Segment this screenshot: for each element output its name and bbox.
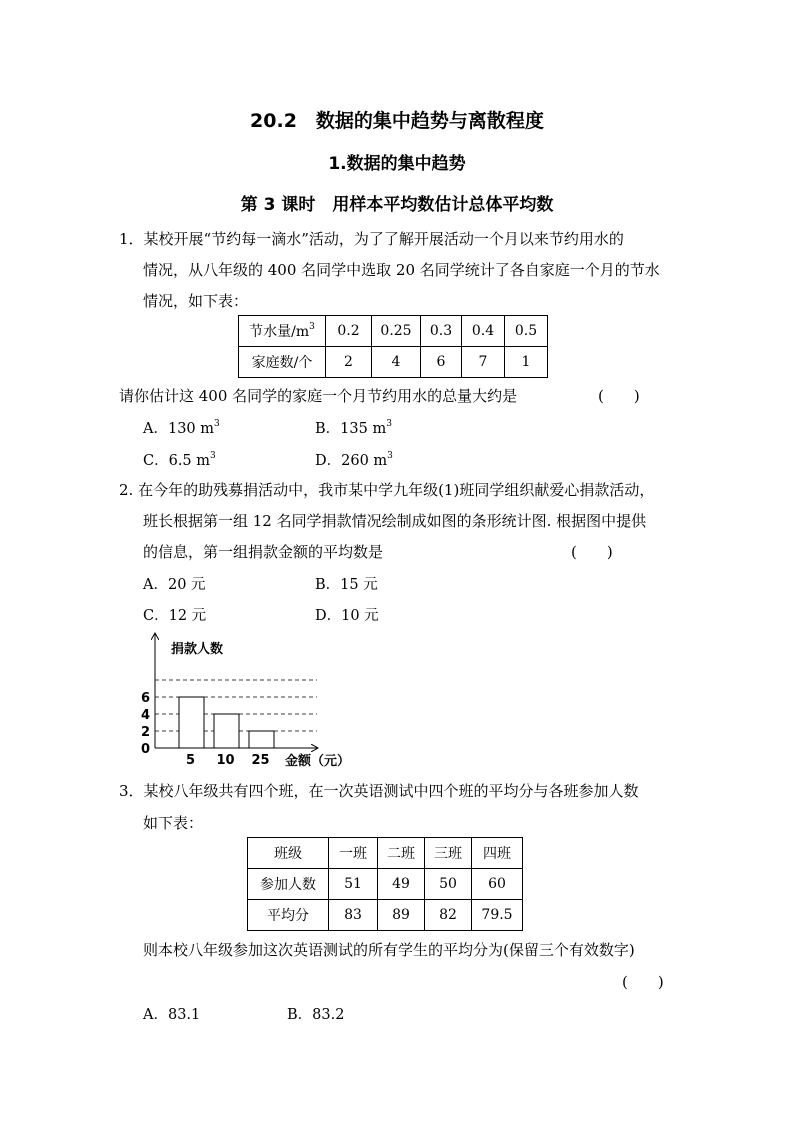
table-cell: 1 — [505, 347, 548, 378]
table-cell: 7 — [462, 347, 505, 378]
table-cell: 60 — [472, 869, 523, 900]
table-header-cell: 三班 — [425, 838, 472, 869]
q1-question: 请你估计这 400 名同学的家庭一个月节约用水的总量大约是 — [119, 387, 518, 405]
q2-line3: 的信息，第一组捐款金额的平均数是 — [143, 543, 384, 561]
q3-line2: 如下表： — [143, 814, 204, 832]
q3-option-a: A．83.1 — [143, 1007, 201, 1023]
q2-option-a: A．20 元 — [143, 577, 206, 593]
table-cell: 79.5 — [472, 900, 523, 931]
table-cell: 6 — [421, 347, 462, 378]
q1-table — [238, 315, 548, 378]
table-cell: 51 — [329, 869, 378, 900]
table-cell: 平均分 — [248, 900, 329, 931]
section-subtitle: 1.数据的集中趋势 — [328, 154, 466, 174]
x-tick-label: 25 — [251, 753, 270, 768]
q1-option-b: B．135 $m^3$ — [315, 419, 392, 437]
q3-question: 则本校八年级参加这次英语测试的所有学生的平均分为(保留三个有效数字) — [143, 941, 635, 959]
q3-table — [247, 837, 523, 931]
q1-option-d: D．260 $m^3$ — [315, 451, 393, 469]
page-title: 20.2 数据的集中趋势与离散程度 — [250, 110, 544, 132]
table-cell: 0.5 — [505, 316, 548, 347]
y-tick-label: 0 — [141, 742, 151, 757]
table-cell: 0.3 — [421, 316, 462, 347]
q1-answer-paren: ( ) — [598, 387, 640, 405]
y-tick-label: 4 — [141, 708, 151, 723]
q2-option-d: D．10 元 — [315, 608, 379, 624]
q1-line2: 情况，从八年级的 400 名同学中选取 20 名同学统计了各自家庭一个月的节水 — [143, 261, 660, 279]
table-cell: 4 — [372, 347, 421, 378]
q2-line1: 2. 在今年的助残募捐活动中，我市某中学九年级(1)班同学组织献爱心捐款活动， — [119, 481, 655, 499]
q2-option-b: B．15 元 — [315, 577, 378, 593]
q1-line3: 情况，如下表： — [143, 292, 249, 310]
table-cell: 2 — [326, 347, 372, 378]
table-cell: 89 — [378, 900, 425, 931]
q2-answer-paren: ( ) — [571, 543, 613, 561]
table-cell: 83 — [329, 900, 378, 931]
donation-bar-chart — [135, 630, 375, 770]
q1-option-a: A．130 $m^3$ — [143, 419, 220, 437]
q1-option-c: C．6.5 $m^3$ — [143, 451, 216, 469]
table-header-cell: 一班 — [329, 838, 378, 869]
table-cell: 82 — [425, 900, 472, 931]
q2-line2: 班长根据第一组 12 名同学捐款情况绘制成如图的条形统计图. 根据图中提供 — [143, 512, 647, 530]
y-tick-label: 2 — [141, 725, 151, 740]
x-axis-label: 金额（元） — [285, 754, 351, 769]
bar-25 — [249, 731, 274, 748]
x-tick-label: 5 — [185, 753, 196, 768]
table-cell: 参加人数 — [248, 869, 329, 900]
bar-5 — [179, 697, 204, 748]
q1-line1: 1．某校开展“节约每一滴水”活动，为了了解开展活动一个月以来节约用水的 — [119, 230, 624, 248]
table-cell: 49 — [378, 869, 425, 900]
table-cell: 0.4 — [462, 316, 505, 347]
q2-option-c: C．12 元 — [143, 608, 207, 624]
y-tick-label: 6 — [141, 691, 151, 706]
table-header-cell: 班级 — [248, 838, 329, 869]
q3-answer-paren: ( ) — [622, 973, 664, 991]
table-cell: 0.2 — [326, 316, 372, 347]
x-tick-label: 10 — [216, 753, 235, 768]
table-header-cell: 四班 — [472, 838, 523, 869]
q3-option-b: B．83.2 — [287, 1007, 345, 1023]
lesson-title: 第 3 课时 用样本平均数估计总体平均数 — [240, 195, 554, 215]
q1-row2-header: 家庭数/个 — [239, 347, 326, 378]
bar-10 — [214, 714, 239, 748]
q1-row1-header: 节水量$/m^3$ — [239, 316, 326, 347]
table-cell: 50 — [425, 869, 472, 900]
q3-line1: 3．某校八年级共有四个班，在一次英语测试中四个班的平均分与各班参加人数 — [119, 782, 639, 800]
table-header-cell: 二班 — [378, 838, 425, 869]
y-axis-label: 捐款人数 — [171, 642, 224, 657]
table-cell: 0.25 — [372, 316, 421, 347]
